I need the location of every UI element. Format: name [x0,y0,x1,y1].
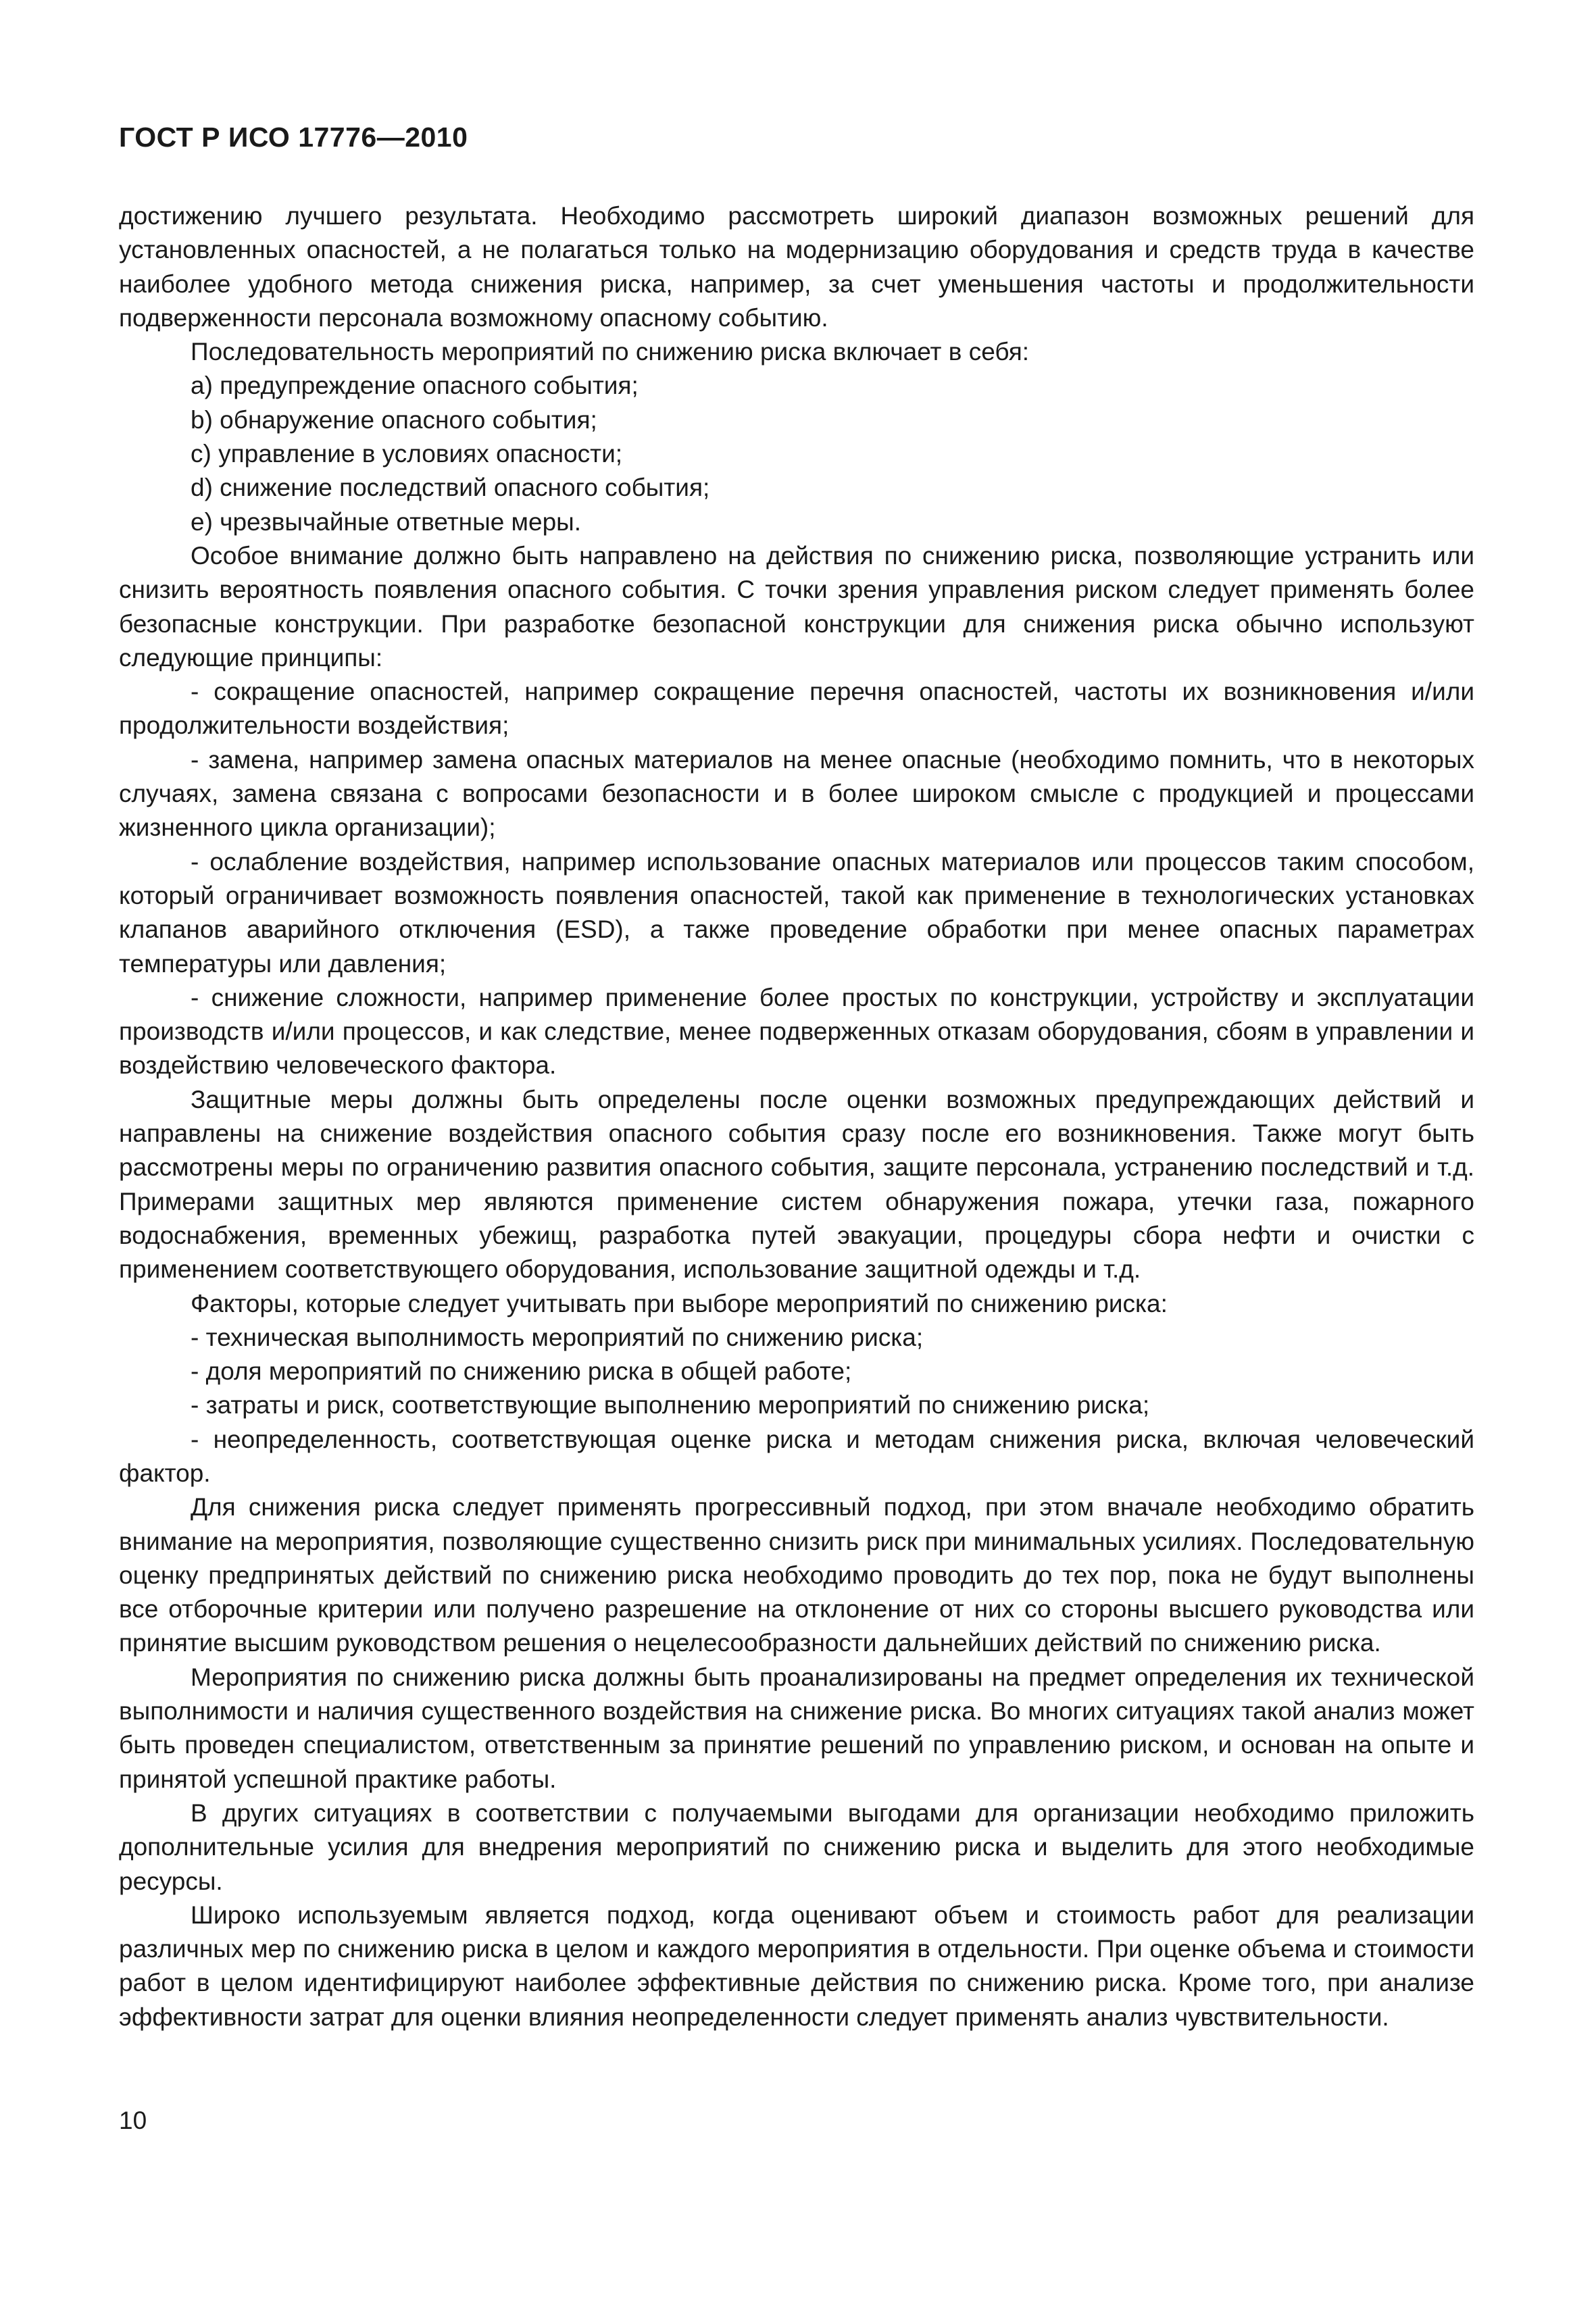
list-item: - доля мероприятий по снижению риска в общей работе; [191,1357,852,1386]
list-item: c) управление в условиях опасности; [191,440,623,468]
list-item: - замена, например замена опасных материалов на менее опасные (необходимо помнить, что в некоторых случаях, замена связана с вопросами безопасности и в более широком смысле с продукцией и процессами жизненного цикла организации); [119,745,1474,842]
list-item: b) обнаружение опасного события; [191,405,597,434]
document-header: ГОСТ Р ИСО 17776—2010 [119,122,468,153]
list-item: - затраты и риск, соответствующие выполнению мероприятий по снижению риска; [191,1391,1150,1419]
paragraph: Факторы, которые следует учитывать при выборе мероприятий по снижению риска: [191,1289,1168,1317]
paragraph: Особое внимание должно быть направлено на действия по снижению риска, позволяющие устранить или снизить вероятность появления опасного события. С точки зрения управления риском следует применять более безопасные конструкции. При разработке безопасной конструкции для снижения риска обычно используют следующие принципы: [119,541,1474,672]
list-item: - сокращение опасностей, например сокращение перечня опасностей, частоты их возникновения и/или продолжительности воздействия; [119,678,1474,740]
list-item: - ослабление воздействия, например использование опасных материалов или процессов таким способом, который ограничивает возможность появления опасностей, такой как применение в технологических установках клапанов аварийного отключения (ESD), а также проведение обработки при менее опасных параметрах температуры или давления; [119,847,1474,978]
list-item: - неопределенность, соответствующая оценке риска и методам снижения риска, включая человеческий фактор. [119,1425,1474,1487]
list-item: - техническая выполнимость мероприятий по снижению риска; [191,1323,924,1351]
paragraph: Мероприятия по снижению риска должны быть проанализированы на предмет определения их технической выполнимости и наличия существенного воздействия на снижение риска. Во многих ситуациях такой анализ может быть проведен специалистом, ответственным за принятие решений по управлению риском, и основан на опыте и принятой успешной практике работы. [119,1663,1474,1793]
body-text [119,199,1474,2034]
list-item: a) предупреждение опасного события; [191,372,639,400]
paragraph: Защитные меры должны быть определены после оценки возможных предупреждающих действий и направлены на снижение воздействия опасного события сразу после его возникновения. Также могут быть рассмотрены меры по ограничению развития опасного события, защите персонала, устранению последствий и т.д. Примерами защитных мер являются применение систем обнаружения пожара, утечки газа, пожарного водоснабжения, временных убежищ, разработка путей эвакуации, процедуры сбора нефти и очистки с применением соответствующего оборудования, использование защитной одежды и т.д. [119,1085,1474,1284]
paragraph: Широко используемым является подход, когда оценивают объем и стоимость работ для реализации различных мер по снижению риска в целом и каждого мероприятия в отдельности. При оценке объема и стоимости работ в целом идентифицируют наиболее эффективные действия по снижению риска. Кроме того, при анализе эффективности затрат для оценки влияния неопределенности следует применять анализ чувствительности. [119,1901,1474,2031]
list-item: - снижение сложности, например применение более простых по конструкции, устройству и эксплуатации производств и/или процессов, и как следствие, менее подверженных отказам оборудования, сбоям в управлении и воздействию человеческого фактора. [119,983,1474,1080]
page-number: 10 [119,2107,147,2134]
list-item: e) чрезвычайные ответные меры. [191,507,582,536]
list-item: d) снижение последствий опасного события; [191,474,710,502]
paragraph: Для снижения риска следует применять прогрессивный подход, при этом вначале необходимо обратить внимание на мероприятия, позволяющие существенно снизить риск при минимальных усилиях. Последовательную оценку предпринятых действий по снижению риска необходимо проводить до тех пор, пока не будут выполнены все отборочные критерии или получено разрешение на отклонение от них со стороны высшего руководства или принятие высшим руководством решения о нецелесообразности дальнейших действий по снижению риска. [119,1493,1474,1657]
paragraph: достижению лучшего результата. Необходимо рассмотреть широкий диапазон возможных решений для установленных опасностей, а не полагаться только на модернизацию оборудования и средств труда в качестве наиболее удобного метода снижения риска, например, за счет уменьшения частоты и продолжительности подверженности персонала возможному опасному событию. [119,202,1474,332]
paragraph: Последовательность мероприятий по снижению риска включает в себя: [191,338,1030,366]
paragraph: В других ситуациях в соответствии с получаемыми выгодами для организации необходимо приложить дополнительные усилия для внедрения мероприятий по снижению риска и выделить для этого необходимые ресурсы. [119,1799,1474,1895]
